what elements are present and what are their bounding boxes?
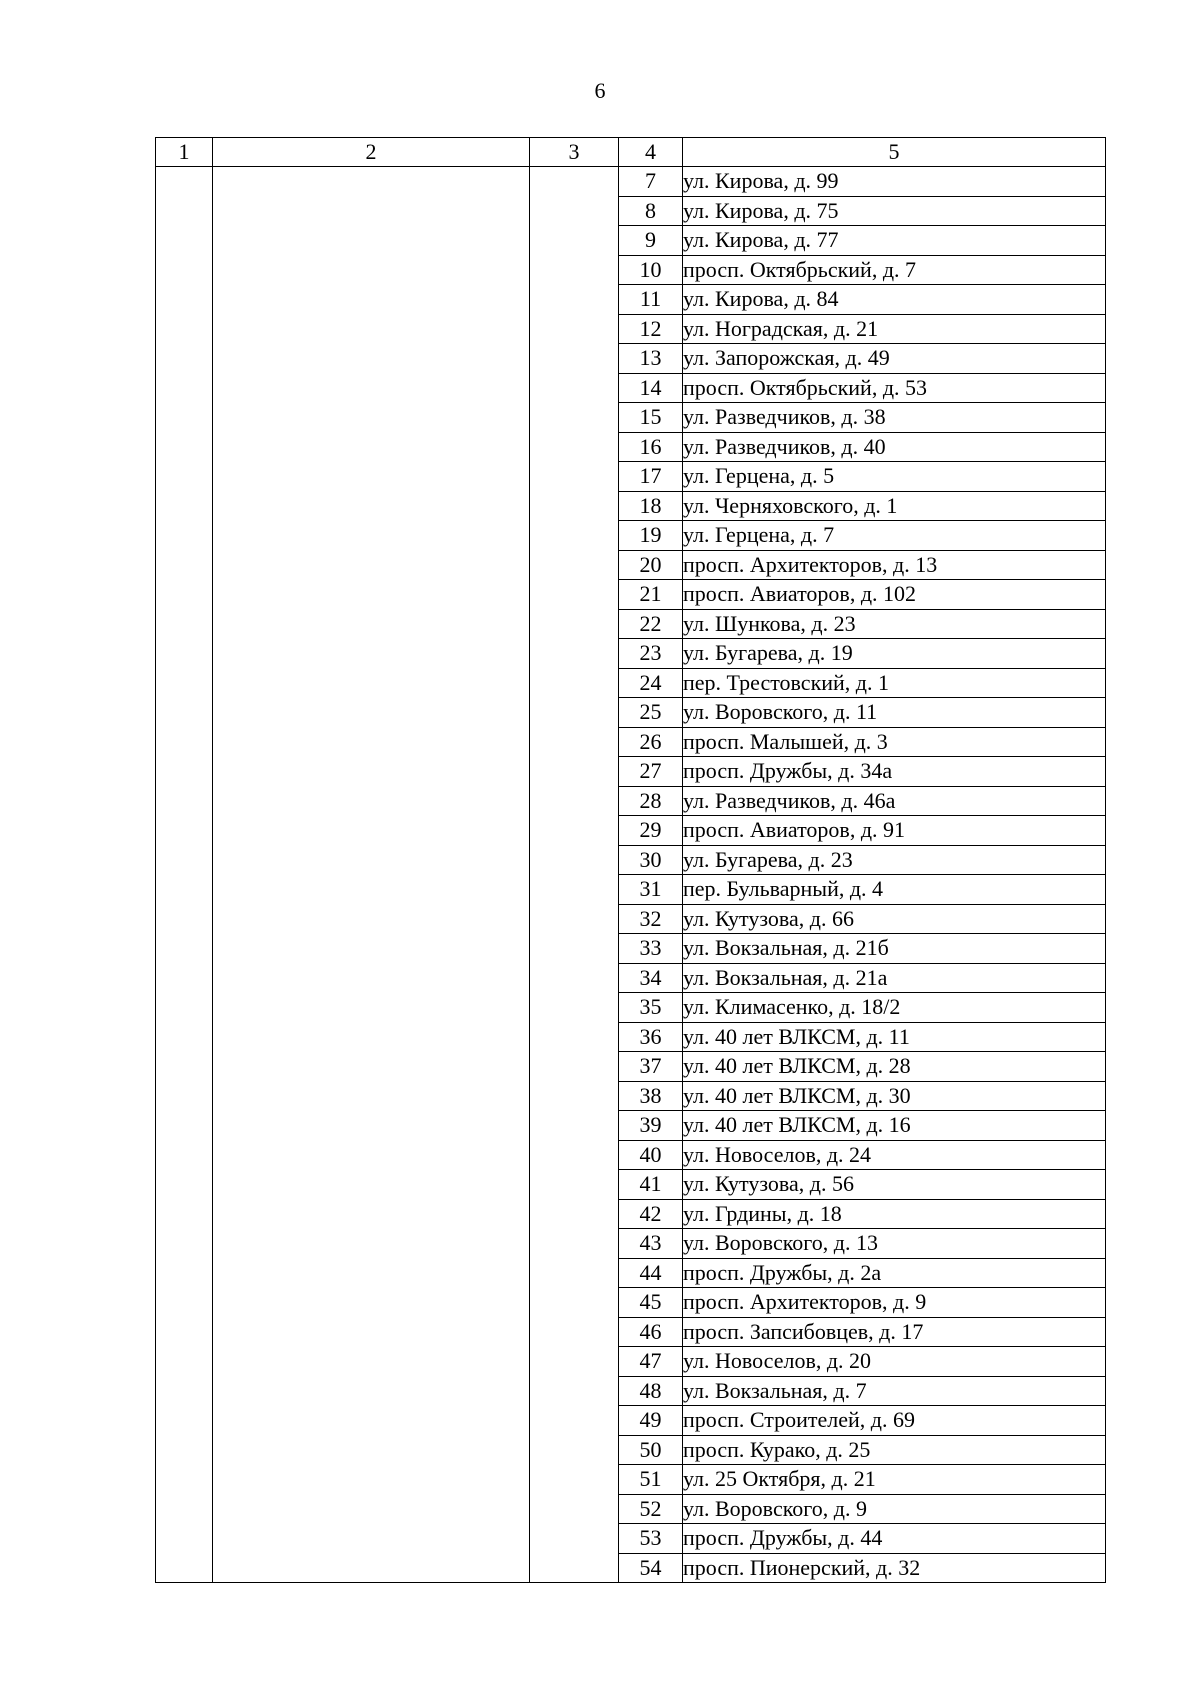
row-address: пер. Бульварный, д. 4 — [683, 875, 1106, 905]
header-col-2: 2 — [213, 138, 530, 167]
row-number: 30 — [619, 845, 683, 875]
row-address: ул. Черняховского, д. 1 — [683, 491, 1106, 521]
row-number: 10 — [619, 255, 683, 285]
row-address: ул. Климасенко, д. 18/2 — [683, 993, 1106, 1023]
row-address: ул. Ноградская, д. 21 — [683, 314, 1106, 344]
row-address: ул. Разведчиков, д. 40 — [683, 432, 1106, 462]
row-address: ул. Кирова, д. 75 — [683, 196, 1106, 226]
row-address: ул. 40 лет ВЛКСМ, д. 16 — [683, 1111, 1106, 1141]
row-address: просп. Октябрьский, д. 53 — [683, 373, 1106, 403]
row-number: 45 — [619, 1288, 683, 1318]
row-number: 32 — [619, 904, 683, 934]
row-number: 35 — [619, 993, 683, 1023]
row-number: 17 — [619, 462, 683, 492]
row-number: 24 — [619, 668, 683, 698]
row-address: ул. Воровского, д. 11 — [683, 698, 1106, 728]
row-address: ул. Вокзальная, д. 7 — [683, 1376, 1106, 1406]
col-1-cell — [156, 167, 213, 1583]
row-address: пер. Трестовский, д. 1 — [683, 668, 1106, 698]
row-number: 22 — [619, 609, 683, 639]
row-address: просп. Строителей, д. 69 — [683, 1406, 1106, 1436]
row-number: 9 — [619, 226, 683, 256]
row-number: 53 — [619, 1524, 683, 1554]
row-number: 27 — [619, 757, 683, 787]
row-number: 39 — [619, 1111, 683, 1141]
header-col-1: 1 — [156, 138, 213, 167]
row-address: просп. Дружбы, д. 34а — [683, 757, 1106, 787]
row-number: 13 — [619, 344, 683, 374]
row-number: 11 — [619, 285, 683, 315]
row-number: 19 — [619, 521, 683, 551]
row-number: 33 — [619, 934, 683, 964]
header-col-5: 5 — [683, 138, 1106, 167]
header-col-4: 4 — [619, 138, 683, 167]
col-2-cell — [213, 167, 530, 1583]
row-number: 54 — [619, 1553, 683, 1583]
row-address: ул. 25 Октября, д. 21 — [683, 1465, 1106, 1495]
address-table — [155, 137, 1106, 1583]
row-number: 25 — [619, 698, 683, 728]
row-number: 28 — [619, 786, 683, 816]
row-address: просп. Запсибовцев, д. 17 — [683, 1317, 1106, 1347]
row-number: 49 — [619, 1406, 683, 1436]
row-number: 7 — [619, 167, 683, 197]
row-number: 52 — [619, 1494, 683, 1524]
col-3-cell — [530, 167, 619, 1583]
row-address: ул. Вокзальная, д. 21а — [683, 963, 1106, 993]
row-number: 18 — [619, 491, 683, 521]
row-number: 14 — [619, 373, 683, 403]
row-number: 37 — [619, 1052, 683, 1082]
row-address: ул. 40 лет ВЛКСМ, д. 11 — [683, 1022, 1106, 1052]
row-number: 15 — [619, 403, 683, 433]
row-address: ул. Кирова, д. 77 — [683, 226, 1106, 256]
row-address: просп. Архитекторов, д. 13 — [683, 550, 1106, 580]
row-address: ул. Новоселов, д. 24 — [683, 1140, 1106, 1170]
row-address: просп. Пионерский, д. 32 — [683, 1553, 1106, 1583]
row-number: 31 — [619, 875, 683, 905]
row-address: просп. Малышей, д. 3 — [683, 727, 1106, 757]
row-address: ул. Новоселов, д. 20 — [683, 1347, 1106, 1377]
row-number: 47 — [619, 1347, 683, 1377]
row-address: ул. Запорожская, д. 49 — [683, 344, 1106, 374]
row-number: 42 — [619, 1199, 683, 1229]
row-number: 12 — [619, 314, 683, 344]
row-address: ул. 40 лет ВЛКСМ, д. 30 — [683, 1081, 1106, 1111]
row-address: ул. Воровского, д. 9 — [683, 1494, 1106, 1524]
row-address: просп. Октябрьский, д. 7 — [683, 255, 1106, 285]
row-address: ул. Кирова, д. 84 — [683, 285, 1106, 315]
row-address: просп. Авиаторов, д. 91 — [683, 816, 1106, 846]
header-col-3: 3 — [530, 138, 619, 167]
row-address: ул. Разведчиков, д. 46а — [683, 786, 1106, 816]
row-address: ул. Герцена, д. 5 — [683, 462, 1106, 492]
row-number: 26 — [619, 727, 683, 757]
row-address: ул. Грдины, д. 18 — [683, 1199, 1106, 1229]
row-address: ул. Разведчиков, д. 38 — [683, 403, 1106, 433]
row-address: ул. Кутузова, д. 66 — [683, 904, 1106, 934]
row-address: ул. Шункова, д. 23 — [683, 609, 1106, 639]
row-address: ул. 40 лет ВЛКСМ, д. 28 — [683, 1052, 1106, 1082]
row-address: просп. Курако, д. 25 — [683, 1435, 1106, 1465]
row-number: 21 — [619, 580, 683, 610]
row-number: 44 — [619, 1258, 683, 1288]
row-number: 34 — [619, 963, 683, 993]
row-address: ул. Бугарева, д. 23 — [683, 845, 1106, 875]
row-address: просп. Дружбы, д. 44 — [683, 1524, 1106, 1554]
header-row — [156, 138, 1106, 167]
row-number: 23 — [619, 639, 683, 669]
row-number: 40 — [619, 1140, 683, 1170]
row-address: просп. Авиаторов, д. 102 — [683, 580, 1106, 610]
row-number: 48 — [619, 1376, 683, 1406]
row-number: 51 — [619, 1465, 683, 1495]
row-address: ул. Кутузова, д. 56 — [683, 1170, 1106, 1200]
row-address: просп. Архитекторов, д. 9 — [683, 1288, 1106, 1318]
row-address: просп. Дружбы, д. 2а — [683, 1258, 1106, 1288]
row-number: 41 — [619, 1170, 683, 1200]
row-number: 29 — [619, 816, 683, 846]
row-address: ул. Воровского, д. 13 — [683, 1229, 1106, 1259]
table-body — [156, 167, 1106, 1583]
page-number: 6 — [594, 78, 606, 103]
row-number: 20 — [619, 550, 683, 580]
row-number: 38 — [619, 1081, 683, 1111]
row-number: 46 — [619, 1317, 683, 1347]
row-number: 36 — [619, 1022, 683, 1052]
row-address: ул. Вокзальная, д. 21б — [683, 934, 1106, 964]
row-address: ул. Кирова, д. 99 — [683, 167, 1106, 197]
row-number: 16 — [619, 432, 683, 462]
row-address: ул. Бугарева, д. 19 — [683, 639, 1106, 669]
table-row — [156, 167, 1106, 197]
row-address: ул. Герцена, д. 7 — [683, 521, 1106, 551]
row-number: 50 — [619, 1435, 683, 1465]
row-number: 8 — [619, 196, 683, 226]
row-number: 43 — [619, 1229, 683, 1259]
